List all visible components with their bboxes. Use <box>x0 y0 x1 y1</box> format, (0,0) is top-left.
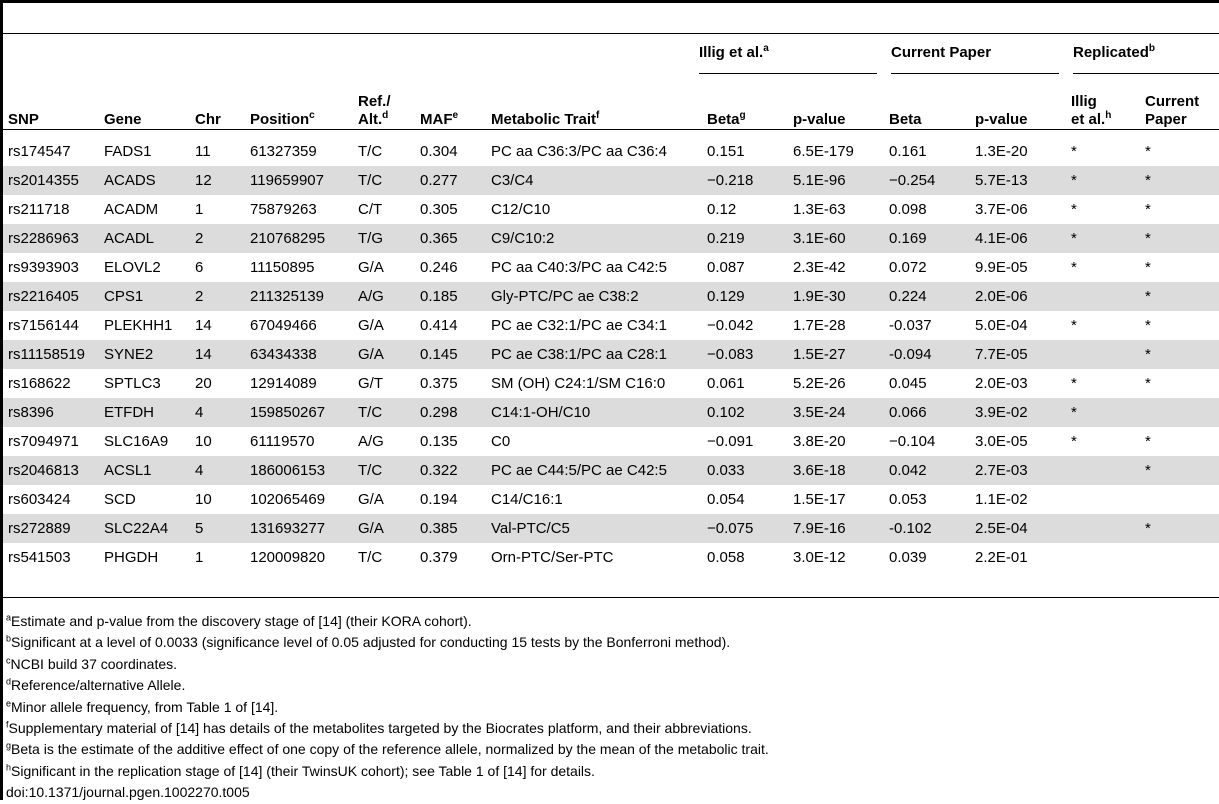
table-cell: T/G <box>353 224 415 253</box>
table-cell: 3.9E-02 <box>970 398 1066 427</box>
table-cell: C9/C10:2 <box>486 224 702 253</box>
table-cell: 1.1E-02 <box>975 491 1028 508</box>
table-cell: 0.045 <box>889 375 927 392</box>
doi-text: doi:10.1371/journal.pgen.1002270.t005 <box>6 784 250 801</box>
results-table <box>3 74 1219 572</box>
table-cell: G/A <box>358 491 384 508</box>
table-cell: 1.5E-17 <box>793 491 846 508</box>
table-cell: -0.094 <box>884 340 970 369</box>
table-row <box>3 253 1219 282</box>
table-cell <box>1140 398 1219 427</box>
table-cell: T/C <box>353 166 415 195</box>
table-cell: PC ae C38:1/PC aa C28:1 <box>486 340 702 369</box>
table-cell: 0.098 <box>889 201 927 218</box>
table-cell: rs2216405 <box>3 282 99 311</box>
table-cell: 75879263 <box>250 201 317 218</box>
table-cell: * <box>1140 282 1219 311</box>
table-cell: 0.379 <box>420 549 458 566</box>
table-cell: 0.224 <box>884 282 970 311</box>
column-header: Position$^c$ <box>250 110 315 128</box>
table-cell <box>1140 485 1219 514</box>
table-cell: 20 <box>195 375 212 392</box>
table-cell: T/C <box>358 549 383 566</box>
table-row <box>3 224 1219 253</box>
table-cell: 3.5E-24 <box>788 398 884 427</box>
table-cell: 2.0E-03 <box>975 375 1028 392</box>
table-cell: −0.254 <box>884 166 970 195</box>
table-cell: 2.2E-01 <box>975 549 1028 566</box>
table-cell: 5.0E-04 <box>975 317 1028 334</box>
table-cell: T/C <box>353 456 415 485</box>
header-rule <box>3 129 1219 130</box>
table-cell: −0.218 <box>702 166 788 195</box>
footnote: $^c$NCBI build 37 coordinates. <box>6 655 178 672</box>
table-cell: 1 <box>195 201 204 218</box>
table-cell: 1.7E-28 <box>793 317 846 334</box>
table-cell: ETFDH <box>99 398 190 427</box>
table-cell: PC aa C36:3/PC aa C36:4 <box>491 143 667 160</box>
table-cell: 120009820 <box>250 549 326 566</box>
table-cell: * <box>1071 201 1077 218</box>
table-cell: 67049466 <box>250 317 317 334</box>
table-bottom-rule <box>3 597 1219 598</box>
table-cell: 0.072 <box>889 259 927 276</box>
table-cell: * <box>1071 143 1077 160</box>
table-cell: 0.151 <box>707 143 745 160</box>
table-cell: rs272889 <box>3 514 99 543</box>
table-cell: 210768295 <box>245 224 353 253</box>
table-cell: 0.298 <box>415 398 486 427</box>
table-cell <box>1066 514 1140 543</box>
table-cell: G/T <box>358 375 383 392</box>
footnote: $^e$Minor allele frequency, from Table 1 of [14]. <box>6 697 279 715</box>
table-cell: 61119570 <box>250 433 315 450</box>
footnote: $^h$Significant in the replication stage of [14] (their TwinsUK cohort); see Table 1 of [14] for details. <box>6 762 595 779</box>
table-frame-top <box>0 0 1219 3</box>
table-cell: 5.1E-96 <box>788 166 884 195</box>
column-header: MAF$^e$ <box>420 110 459 128</box>
table-cell: 0.102 <box>702 398 788 427</box>
table-cell: CPS1 <box>99 282 190 311</box>
table-cell: G/A <box>353 514 415 543</box>
table-cell: 0.169 <box>884 224 970 253</box>
table-row <box>3 369 1219 398</box>
table-cell: C3/C4 <box>486 166 702 195</box>
table-cell: 12914089 <box>250 375 317 392</box>
table-cell: 4.1E-06 <box>970 224 1066 253</box>
table-row <box>3 195 1219 224</box>
table-cell: 1.5E-27 <box>788 340 884 369</box>
table-cell: rs2014355 <box>3 166 99 195</box>
table-cell: T/C <box>358 143 383 160</box>
column-header: p-value <box>793 111 846 128</box>
table-cell: −0.091 <box>707 433 754 450</box>
footnote: $^d$Reference/alternative Allele. <box>6 676 186 694</box>
table-cell: 5.2E-26 <box>793 375 846 392</box>
table-cell: * <box>1145 259 1151 276</box>
table-row <box>3 282 1219 311</box>
table-cell: T/C <box>353 398 415 427</box>
table-cell: C0 <box>491 433 511 450</box>
table-cell: 131693277 <box>245 514 353 543</box>
table-cell: * <box>1145 201 1151 218</box>
table-cell: rs2046813 <box>3 456 99 485</box>
group-header-illig: Illig et al.$^a$ <box>699 43 769 61</box>
table-cell: 5 <box>190 514 245 543</box>
table-cell: ACSL1 <box>99 456 190 485</box>
table-cell <box>1066 456 1140 485</box>
column-header: Metabolic Trait$^f$ <box>491 110 600 128</box>
table-cell: 11150895 <box>250 259 315 276</box>
table-cell: rs8396 <box>3 398 99 427</box>
table-cell: ACADL <box>99 224 190 253</box>
table-cell: * <box>1140 456 1219 485</box>
table-cell: 0.185 <box>415 282 486 311</box>
table-cell: 63434338 <box>245 340 353 369</box>
footnotes <box>6 611 769 804</box>
table-cell: 11 <box>195 143 211 160</box>
table-cell: * <box>1140 514 1219 543</box>
table-cell: * <box>1145 433 1151 450</box>
table-cell: 159850267 <box>245 398 353 427</box>
table-cell: 0.129 <box>702 282 788 311</box>
table-cell: PC ae C32:1/PC ae C34:1 <box>491 317 667 334</box>
table-cell: C14:1-OH/C10 <box>486 398 702 427</box>
table-cell: 3.8E-20 <box>793 433 846 450</box>
table-cell: * <box>1071 433 1077 450</box>
table-cell: ACADM <box>104 201 159 218</box>
table-cell: SPTLC3 <box>104 375 161 392</box>
table-cell: rs174547 <box>8 143 71 160</box>
table-cell: 0.039 <box>889 549 927 566</box>
table-cell: 0.246 <box>420 259 458 276</box>
table-cell: C/T <box>358 201 383 218</box>
table-row <box>3 340 1219 369</box>
table-cell: -0.102 <box>884 514 970 543</box>
table-cell: 0.161 <box>889 143 927 160</box>
table-cell: * <box>1145 143 1151 160</box>
column-header: Gene <box>104 111 142 128</box>
table-cell: 0.305 <box>420 201 458 218</box>
table-cell: −0.083 <box>702 340 788 369</box>
table-cell: G/A <box>358 317 384 334</box>
table-cell: * <box>1071 259 1077 276</box>
table-cell <box>1066 282 1140 311</box>
table-cell: 211325139 <box>245 282 353 311</box>
table-cell: C12/C10 <box>491 201 551 218</box>
footnote: $^g$Beta is the estimate of the additive effect of one copy of the reference allele, normalized by the mean of the metabolic trait. <box>6 740 769 758</box>
table-cell: 0.385 <box>415 514 486 543</box>
table-cell: 0.058 <box>707 549 745 566</box>
table-cell: 3.6E-18 <box>788 456 884 485</box>
table-cell: −0.104 <box>889 433 936 450</box>
table-cell: rs2286963 <box>3 224 99 253</box>
column-header: Beta <box>889 111 922 128</box>
table-cell: 4 <box>190 398 245 427</box>
table-cell: 0.375 <box>420 375 458 392</box>
table-cell: -0.037 <box>889 317 932 334</box>
table-cell: ELOVL2 <box>104 259 161 276</box>
table-cell: rs603424 <box>8 491 71 508</box>
table-cell: G/A <box>353 340 415 369</box>
footnote: $^f$Supplementary material of [14] has details of the metabolites targeted by the Biocrates platform, and their abbreviations. <box>6 719 752 737</box>
table-cell: Val-PTC/C5 <box>486 514 702 543</box>
table-row <box>3 166 1219 195</box>
table-row <box>3 398 1219 427</box>
table-cell: 0.194 <box>420 491 458 508</box>
table-cell: PHGDH <box>104 549 159 566</box>
table-row <box>3 427 1219 456</box>
table-cell: C14/C16:1 <box>491 491 563 508</box>
table-cell <box>1140 543 1219 572</box>
table-cell: 14 <box>190 340 245 369</box>
table-cell: 0.033 <box>702 456 788 485</box>
table-cell: SLC16A9 <box>104 433 169 450</box>
table-cell: −0.042 <box>707 317 754 334</box>
group-header-current: Current Paper <box>891 44 992 61</box>
table-cell: 9.9E-05 <box>975 259 1028 276</box>
table-cell: SM (OH) C24:1/SM C16:0 <box>491 375 666 392</box>
footnote: $^b$Significant at a level of 0.0033 (significance level of 0.05 adjusted for conducting 15 tests by the Bonferroni method). <box>6 633 731 651</box>
table-cell: 0.219 <box>702 224 788 253</box>
table-cell: 2.7E-03 <box>970 456 1066 485</box>
table-cell: 5.7E-13 <box>970 166 1066 195</box>
table-cell: rs168622 <box>8 375 71 392</box>
table-row <box>3 456 1219 485</box>
table-cell: 61327359 <box>250 143 317 160</box>
table-cell: 3.0E-05 <box>975 433 1028 450</box>
table-cell: 1.3E-63 <box>793 201 846 218</box>
table-cell: 0.322 <box>415 456 486 485</box>
table-cell: 7.7E-05 <box>970 340 1066 369</box>
table-cell: 1.3E-20 <box>975 143 1028 160</box>
table-cell: rs7156144 <box>8 317 79 334</box>
table-row <box>3 137 1219 166</box>
table-cell: 14 <box>195 317 212 334</box>
column-header: SNP <box>8 111 39 128</box>
table-cell: 102065469 <box>250 491 326 508</box>
table-cell: * <box>1066 166 1140 195</box>
table-cell: * <box>1140 340 1219 369</box>
column-header: Chr <box>195 111 221 128</box>
table-cell: 2 <box>190 282 245 311</box>
table-cell: PLEKHH1 <box>104 317 173 334</box>
table-cell: G/A <box>358 259 384 276</box>
column-header-row <box>3 74 1219 137</box>
table-cell: * <box>1140 166 1219 195</box>
table-cell: 10 <box>195 433 212 450</box>
table-cell: 6 <box>195 259 204 276</box>
table-cell: 2.3E-42 <box>793 259 846 276</box>
table-cell: A/G <box>358 433 384 450</box>
table-cell: 0.414 <box>420 317 458 334</box>
table-cell: 119659907 <box>245 166 353 195</box>
footnote: $^a$Estimate and p-value from the discovery stage of [14] (their KORA cohort). <box>6 612 472 629</box>
table-cell: 3.0E-12 <box>793 549 846 566</box>
table-cell: 0.135 <box>420 433 458 450</box>
group-header-replicated: Replicated$^b$ <box>1073 43 1155 61</box>
table-cell: 1 <box>195 549 204 566</box>
column-header: Ref./ Alt.$^d$ <box>358 93 391 128</box>
table-cell: 10 <box>195 491 212 508</box>
table-cell <box>1066 543 1140 572</box>
table-cell <box>1066 485 1140 514</box>
table-cell: PC ae C44:5/PC ae C42:5 <box>486 456 702 485</box>
column-header: Beta$^g$ <box>707 110 746 128</box>
table-cell: 7.9E-16 <box>788 514 884 543</box>
table-cell: 0.12 <box>707 201 737 218</box>
caption-rule <box>3 33 1219 34</box>
table-row <box>3 514 1219 543</box>
table-cell: * <box>1140 224 1219 253</box>
table-cell <box>1066 340 1140 369</box>
table-cell: SLC22A4 <box>99 514 190 543</box>
column-header: p-value <box>975 111 1028 128</box>
table-cell: 0.061 <box>707 375 745 392</box>
table-cell: rs11158519 <box>3 340 99 369</box>
table-cell: 0.054 <box>707 491 745 508</box>
table-cell: 0.304 <box>420 143 458 160</box>
table-cell: * <box>1145 375 1151 392</box>
table-cell: PC aa C40:3/PC aa C42:5 <box>491 259 667 276</box>
table-cell: rs541503 <box>8 549 71 566</box>
table-cell: 186006153 <box>245 456 353 485</box>
table-cell: * <box>1071 317 1077 334</box>
table-cell: rs7094971 <box>8 433 79 450</box>
table-row <box>3 311 1219 340</box>
table-cell: 0.066 <box>884 398 970 427</box>
table-cell: −0.075 <box>702 514 788 543</box>
table-cell: 2.0E-06 <box>970 282 1066 311</box>
table-cell: 2 <box>190 224 245 253</box>
table-cell: 1.9E-30 <box>788 282 884 311</box>
column-header: Current Paper <box>1145 93 1200 128</box>
table-cell: 0.145 <box>415 340 486 369</box>
table-cell: A/G <box>353 282 415 311</box>
column-header: Illig et al.$^h$ <box>1071 93 1112 128</box>
table-cell: * <box>1066 224 1140 253</box>
table-cell: rs211718 <box>8 201 70 218</box>
table-cell: * <box>1145 317 1151 334</box>
table-cell: 0.042 <box>884 456 970 485</box>
table-cell: 0.277 <box>415 166 486 195</box>
table-cell: FADS1 <box>104 143 152 160</box>
table-cell: SYNE2 <box>99 340 190 369</box>
table-cell: 0.365 <box>415 224 486 253</box>
table-cell: 6.5E-179 <box>793 143 854 160</box>
table-cell: 2.5E-04 <box>970 514 1066 543</box>
table-cell: 0.053 <box>889 491 927 508</box>
table-cell: Orn-PTC/Ser-PTC <box>491 549 614 566</box>
table-cell: * <box>1071 375 1077 392</box>
table-cell: * <box>1066 398 1140 427</box>
table-cell: 3.1E-60 <box>788 224 884 253</box>
table-cell: 4 <box>190 456 245 485</box>
table-cell: ACADS <box>99 166 190 195</box>
table-cell: SCD <box>104 491 136 508</box>
table-row <box>3 485 1219 514</box>
table-row <box>3 543 1219 572</box>
table-cell: rs9393903 <box>8 259 79 276</box>
table-cell: 12 <box>190 166 245 195</box>
table-cell: 3.7E-06 <box>975 201 1028 218</box>
table-cell: 0.087 <box>707 259 745 276</box>
table-cell: Gly-PTC/PC ae C38:2 <box>486 282 702 311</box>
